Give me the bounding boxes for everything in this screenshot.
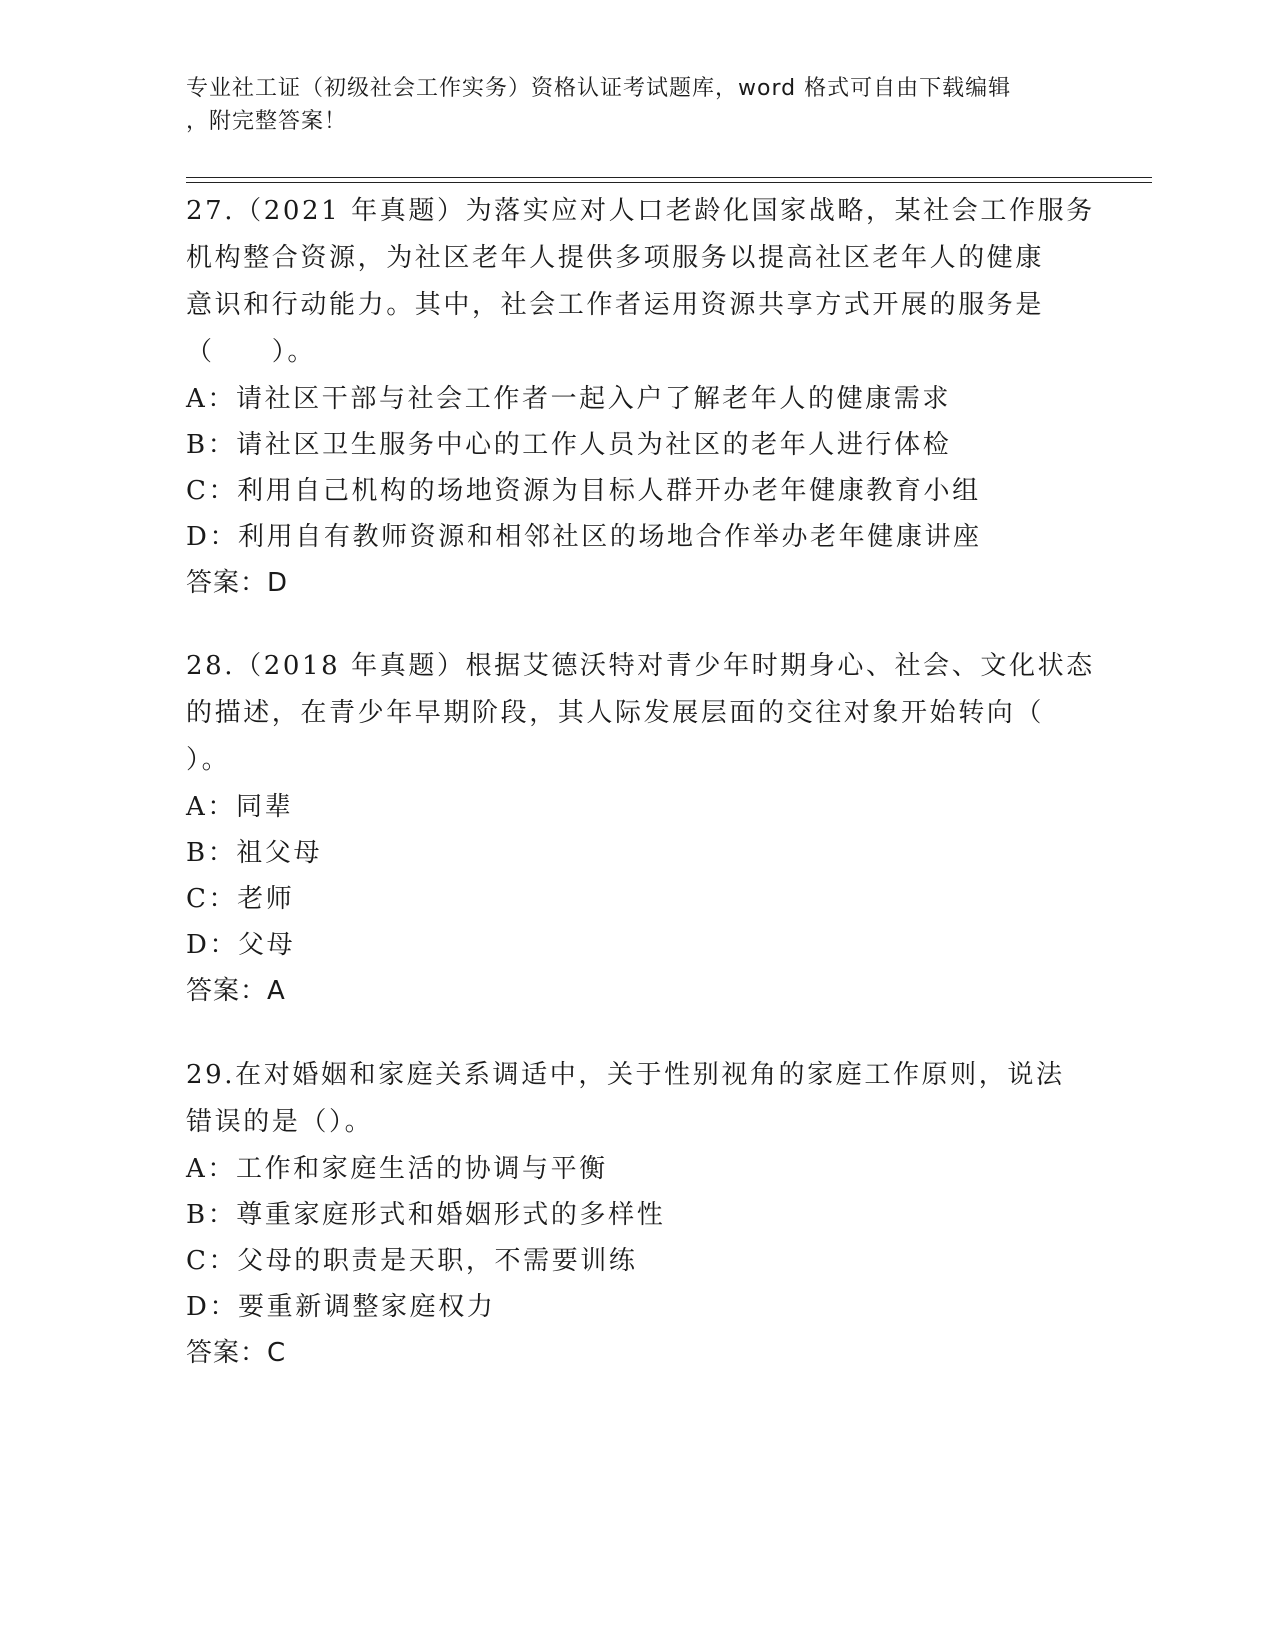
answer-line: 答案：A	[186, 976, 286, 1006]
question-stem-line: 机构整合资源，为社区老年人提供多项服务以提高社区老年人的健康	[186, 243, 1045, 273]
option-c: C：老师	[186, 884, 295, 914]
header-divider-bottom	[186, 182, 1152, 183]
question-stem-line: 27.（2021 年真题）为落实应对人口老龄化国家战略，某社会工作服务	[186, 196, 1095, 226]
option-d: D：要重新调整家庭权力	[186, 1292, 496, 1322]
question-stem-line: 错误的是（）。	[186, 1107, 374, 1137]
question-27	[186, 188, 1095, 606]
option-c: C：利用自己机构的场地资源为目标人群开办老年健康教育小组	[186, 476, 981, 506]
option-b: B：祖父母	[186, 838, 323, 868]
question-stem-line: 28.（2018 年真题）根据艾德沃特对青少年时期身心、社会、文化状态	[186, 651, 1095, 681]
option-d: D：利用自有教师资源和相邻社区的场地合作举办老年健康讲座	[186, 522, 982, 552]
option-a: A：请社区干部与社会工作者一起入户了解老年人的健康需求	[186, 384, 951, 414]
option-a: A：工作和家庭生活的协调与平衡	[186, 1154, 608, 1184]
question-stem-line: （ ）。	[186, 337, 317, 367]
option-a: A：同辈	[186, 792, 294, 822]
answer-line: 答案：C	[186, 1338, 287, 1368]
question-stem-line: 意识和行动能力。其中，社会工作者运用资源共享方式开展的服务是	[186, 290, 1045, 320]
header-divider-top	[186, 177, 1152, 178]
question-stem-line: 的描述，在青少年早期阶段，其人际发展层面的交往对象开始转向（	[186, 698, 1045, 728]
question-stem-line: ）。	[186, 745, 231, 775]
question-stem-line: 29.在对婚姻和家庭关系调适中，关于性别视角的家庭工作原则，说法	[186, 1060, 1065, 1090]
option-b: B：请社区卫生服务中心的工作人员为社区的老年人进行体检	[186, 430, 952, 460]
question-29	[186, 1052, 1086, 1376]
option-b: B：尊重家庭形式和婚姻形式的多样性	[186, 1200, 666, 1230]
header-line-2: ，附完整答案！	[186, 109, 348, 134]
question-28	[186, 643, 1095, 1014]
option-d: D：父母	[186, 930, 296, 960]
answer-line: 答案：D	[186, 568, 289, 598]
document-header	[186, 72, 1086, 138]
option-c: C：父母的职责是天职，不需要训练	[186, 1246, 638, 1276]
header-line-1: 专业社工证（初级社会工作实务）资格认证考试题库，word 格式可自由下载编辑	[186, 76, 1012, 101]
